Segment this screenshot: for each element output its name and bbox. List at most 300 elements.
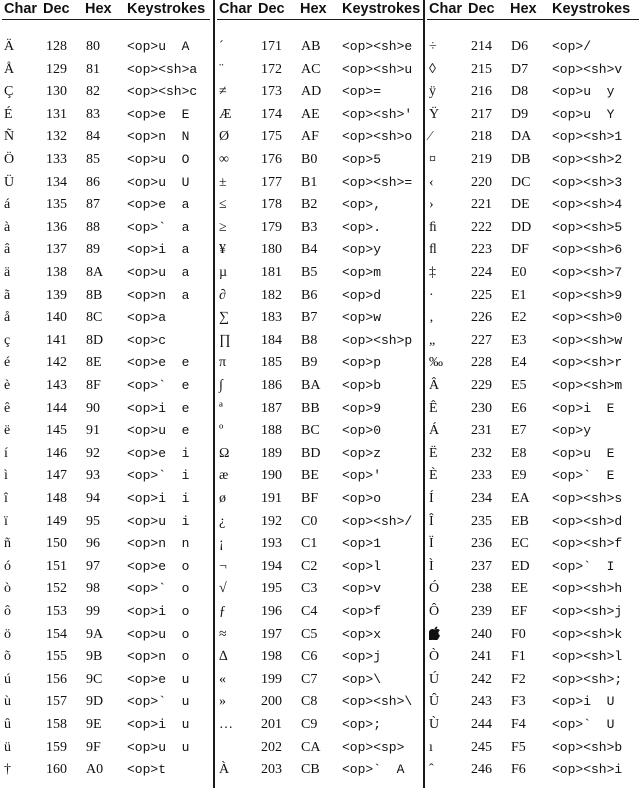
table-row [0, 601, 640, 624]
char-cell: º [219, 423, 224, 439]
dec-cell: 131 [46, 106, 67, 122]
table-row [0, 646, 640, 669]
hex-cell: F2 [511, 671, 526, 687]
char-cell: ⁄ [429, 129, 432, 145]
char-cell: Ÿ [429, 106, 440, 122]
char-cell: î [4, 491, 8, 506]
hex-cell: C3 [301, 581, 318, 597]
hex-cell: AE [301, 106, 320, 122]
dec-cell: 182 [261, 287, 282, 303]
hex-cell: 82 [86, 84, 100, 100]
hex-cell: F3 [511, 694, 526, 710]
hex-cell: 9F [86, 739, 101, 755]
dec-cell: 149 [46, 513, 67, 529]
hex-cell: C9 [301, 717, 318, 732]
char-cell: Å [4, 61, 15, 77]
char-cell: ì [4, 468, 8, 484]
keystrokes-cell: <op><sh>j [552, 604, 623, 619]
keystrokes-cell: <op>` u [127, 694, 190, 710]
keystrokes-cell: <op>l [342, 558, 382, 574]
keystrokes-cell: <op>e u [127, 671, 190, 687]
keystrokes-cell: <op>5 [342, 152, 382, 167]
dec-cell: 233 [471, 468, 492, 484]
dec-cell: 199 [261, 671, 282, 687]
dec-cell: 224 [471, 265, 492, 280]
char-cell: » [219, 694, 226, 710]
char-cell: à [4, 219, 11, 235]
dec-cell: 237 [471, 558, 492, 574]
dec-cell: 244 [471, 717, 492, 732]
table-row [0, 578, 640, 601]
hex-cell: CB [301, 762, 320, 778]
dec-cell: 188 [261, 423, 282, 439]
table-row [0, 307, 640, 330]
keystrokes-cell: <op>i a [127, 242, 190, 258]
char-cell: Ï [429, 536, 434, 552]
char-cell: ñ [4, 536, 11, 552]
keystrokes-cell: <op>e i [127, 445, 190, 461]
dec-cell: 238 [471, 581, 492, 597]
hex-cell: DF [511, 242, 529, 258]
hex-cell: 91 [86, 423, 100, 439]
hex-cell: E8 [511, 445, 527, 461]
keystrokes-cell: <op>y [552, 423, 592, 439]
char-cell: ∞ [219, 152, 229, 167]
dec-cell: 139 [46, 287, 67, 303]
keystrokes-header: Keystrokes [342, 1, 421, 17]
char-cell: ò [4, 581, 11, 597]
keystrokes-cell: <op>w [342, 310, 382, 326]
keystrokes-cell: <op>u E [552, 445, 615, 461]
dec-cell: 200 [261, 694, 282, 710]
table-row [0, 149, 640, 172]
dec-cell: 153 [46, 604, 67, 619]
hex-cell: 8E [86, 355, 102, 371]
dec-cell: 134 [46, 174, 67, 190]
hex-cell: E5 [511, 378, 527, 393]
hex-cell: BF [301, 491, 319, 506]
dec-cell: 241 [471, 649, 492, 665]
hex-cell: E6 [511, 400, 527, 416]
keystrokes-cell: <op>u O [127, 152, 190, 167]
keystrokes-cell: <op>f [342, 604, 382, 619]
keystrokes-cell: <op>, [342, 197, 382, 213]
dec-cell: 221 [471, 197, 492, 213]
keystrokes-cell: <op><sh>a [127, 61, 198, 77]
dec-cell: 195 [261, 581, 282, 597]
char-cell: Ä [4, 39, 15, 54]
hex-cell: 8A [86, 265, 104, 280]
char-cell: ∂ [219, 287, 226, 303]
table-row [0, 352, 640, 375]
char-cell: √ [219, 581, 227, 597]
table-row [0, 669, 640, 692]
keystrokes-cell: <op>` A [342, 762, 405, 778]
hex-cell: CA [301, 739, 321, 755]
hex-cell: C1 [301, 536, 318, 552]
hex-cell: 89 [86, 242, 100, 258]
keystrokes-cell: <op>= [342, 84, 382, 100]
hex-cell: EA [511, 491, 530, 506]
char-cell: Ñ [4, 129, 15, 145]
table-row [0, 465, 640, 488]
char-cell: ‹ [429, 174, 434, 190]
char-cell: ë [4, 423, 11, 439]
keystrokes-cell: <op><sh>; [552, 671, 623, 687]
keystrokes-cell: <op>9 [342, 400, 382, 416]
char-cell: ‰ [429, 355, 443, 371]
dec-cell: 147 [46, 468, 67, 484]
dec-cell: 142 [46, 355, 67, 371]
keystrokes-cell: <op><sp> [342, 739, 405, 755]
dec-cell: 226 [471, 310, 492, 326]
hex-cell: 86 [86, 174, 100, 190]
char-cell: ï [4, 513, 8, 529]
dec-cell: 197 [261, 626, 282, 642]
char-cell: ◊ [429, 61, 436, 77]
hex-cell: DC [511, 174, 531, 190]
hex-cell: E0 [511, 265, 527, 280]
char-cell: µ [219, 265, 228, 280]
char-cell: ı [429, 739, 433, 755]
keystrokes-cell: <op>u A [127, 39, 190, 54]
dec-header: Dec [43, 1, 70, 17]
hex-cell: E4 [511, 355, 527, 371]
hex-cell: E2 [511, 310, 527, 326]
keystrokes-cell: <op><sh>r [552, 355, 623, 371]
dec-cell: 198 [261, 649, 282, 665]
keystrokes-cell: <op><sh>9 [552, 287, 623, 303]
dec-header: Dec [468, 1, 495, 17]
apple-logo-icon [429, 624, 441, 647]
hex-cell: D9 [511, 106, 529, 122]
hex-cell: 9B [86, 649, 103, 665]
table-row [0, 81, 640, 104]
table-row [0, 556, 640, 579]
keystrokes-cell: <op>i u [127, 717, 190, 732]
keystrokes-cell: <op>i U [552, 694, 615, 710]
keystrokes-cell: <op>u o [127, 626, 190, 642]
keystrokes-cell: <op>` e [127, 378, 190, 393]
char-cell: Æ [219, 106, 232, 122]
char-cell: Û [429, 694, 440, 710]
hex-cell: BC [301, 423, 320, 439]
keystrokes-cell: <op>0 [342, 423, 382, 439]
dec-cell: 243 [471, 694, 492, 710]
char-cell: « [219, 671, 226, 687]
hex-cell: EE [511, 581, 529, 597]
hex-cell: C6 [301, 649, 318, 665]
dec-cell: 191 [261, 491, 282, 506]
hex-cell: B5 [301, 265, 318, 280]
hex-cell: 83 [86, 106, 100, 122]
char-cell: ç [4, 332, 11, 348]
dec-cell: 216 [471, 84, 492, 100]
dec-cell: 202 [261, 739, 282, 755]
char-cell: ¿ [219, 513, 226, 529]
char-cell: â [4, 242, 11, 258]
dec-cell: 220 [471, 174, 492, 190]
keystrokes-cell: <op><sh>u [342, 61, 413, 77]
table-row [0, 420, 640, 443]
keystrokes-cell: <op>i E [552, 400, 615, 416]
dec-cell: 152 [46, 581, 67, 597]
keystrokes-cell: <op>e E [127, 106, 190, 122]
keystrokes-cell: <op><sh>2 [552, 152, 623, 167]
char-cell: ü [4, 739, 11, 755]
hex-cell: F4 [511, 717, 526, 732]
hex-cell: AC [301, 61, 321, 77]
keystrokes-cell: <op><sh>6 [552, 242, 623, 258]
char-cell: ‡ [429, 265, 436, 280]
char-cell: ö [4, 626, 11, 642]
char-cell: Í [429, 491, 434, 506]
keystrokes-cell: <op>i e [127, 400, 190, 416]
table-row [0, 194, 640, 217]
hex-cell: BB [301, 400, 320, 416]
keystrokes-cell: <op>u e [127, 423, 190, 439]
hex-cell: C5 [301, 626, 318, 642]
dec-cell: 178 [261, 197, 282, 213]
dec-cell: 132 [46, 129, 67, 145]
dec-cell: 180 [261, 242, 282, 258]
keystrokes-cell: <op>n o [127, 649, 190, 665]
dec-cell: 148 [46, 491, 67, 506]
keystrokes-cell: <op>j [342, 649, 382, 665]
keystrokes-cell: <op>y [342, 242, 382, 258]
char-cell: ´ [219, 39, 224, 54]
table-row [0, 488, 640, 511]
keystrokes-cell: <op>` U [552, 717, 615, 732]
hex-cell: 9D [86, 694, 104, 710]
char-cell: É [4, 106, 13, 122]
table-row [0, 375, 640, 398]
char-cell: ô [4, 604, 11, 619]
keystrokes-cell: <op>d [342, 287, 382, 303]
keystrokes-cell: <op>` E [552, 468, 615, 484]
hex-cell: AB [301, 39, 321, 54]
char-cell: Ú [429, 671, 440, 687]
hex-cell: D6 [511, 39, 529, 54]
keystrokes-header: Keystrokes [127, 1, 206, 17]
char-cell: ¥ [219, 242, 226, 258]
char-cell: ª [219, 400, 223, 416]
dec-cell: 141 [46, 332, 67, 348]
header-underline [217, 19, 425, 20]
dec-cell: 173 [261, 84, 282, 100]
dec-cell: 183 [261, 310, 282, 326]
hex-cell: 88 [86, 219, 100, 235]
dec-cell: 172 [261, 61, 282, 77]
keystrokes-cell: <op>z [342, 445, 382, 461]
char-cell: ê [4, 400, 11, 416]
hex-cell: F1 [511, 649, 526, 665]
header-underline [427, 19, 639, 20]
dec-cell: 189 [261, 445, 282, 461]
char-cell: ˆ [429, 762, 434, 778]
char-cell: Ω [219, 445, 230, 461]
dec-cell: 133 [46, 152, 67, 167]
hex-cell: 80 [86, 39, 100, 54]
hex-cell: EF [511, 604, 528, 619]
dec-cell: 145 [46, 423, 67, 439]
hex-cell: 98 [86, 581, 100, 597]
dec-cell: 240 [471, 626, 492, 642]
char-cell: Î [429, 513, 434, 529]
keystrokes-cell: <op>c [127, 332, 167, 348]
dec-cell: 228 [471, 355, 492, 371]
table-row [0, 737, 640, 760]
dec-cell: 146 [46, 445, 67, 461]
hex-cell: C2 [301, 558, 318, 574]
keystrokes-cell: <op><sh>e [342, 39, 413, 54]
hex-cell: 97 [86, 558, 100, 574]
hex-cell: B4 [301, 242, 318, 258]
table-row [0, 714, 640, 737]
dec-cell: 144 [46, 400, 67, 416]
table-row [0, 511, 640, 534]
keystrokes-cell: <op><sh>= [342, 174, 413, 190]
hex-cell: 8D [86, 332, 104, 348]
table-row [0, 330, 640, 353]
keystrokes-cell: <op>; [342, 717, 382, 732]
dec-cell: 225 [471, 287, 492, 303]
char-cell: † [4, 762, 11, 778]
keystrokes-cell: <op>u i [127, 513, 190, 529]
dec-cell: 232 [471, 445, 492, 461]
hex-cell: B7 [301, 310, 318, 326]
hex-cell: 99 [86, 604, 100, 619]
dec-cell: 193 [261, 536, 282, 552]
dec-cell: 136 [46, 219, 67, 235]
dec-cell: 137 [46, 242, 67, 258]
hex-cell: BD [301, 445, 321, 461]
hex-cell: 95 [86, 513, 100, 529]
keystrokes-cell: <op><sh>h [552, 581, 623, 597]
hex-cell: 81 [86, 61, 100, 77]
dec-cell: 179 [261, 219, 282, 235]
dec-cell: 130 [46, 84, 67, 100]
hex-cell: A0 [86, 762, 104, 778]
hex-cell: B6 [301, 287, 318, 303]
hex-cell: BA [301, 378, 321, 393]
keystrokes-cell: <op><sh>p [342, 332, 413, 348]
keystrokes-cell: <op><sh>' [342, 106, 413, 122]
keystrokes-cell: <op><sh>4 [552, 197, 623, 213]
char-cell: ó [4, 558, 11, 574]
hex-cell: C0 [301, 513, 318, 529]
char-cell: Ô [429, 604, 440, 619]
char-cell: ¨ [219, 61, 224, 77]
dec-cell: 245 [471, 739, 492, 755]
hex-cell: DA [511, 129, 532, 145]
dec-cell: 196 [261, 604, 282, 619]
hex-cell: 8C [86, 310, 103, 326]
keystrokes-cell: <op>n N [127, 129, 190, 145]
hex-cell: 92 [86, 445, 100, 461]
dec-cell: 194 [261, 558, 282, 574]
keystrokes-cell: <op><sh>v [552, 61, 623, 77]
char-cell: ± [219, 174, 227, 190]
dec-cell: 158 [46, 717, 67, 732]
keystrokes-cell: <op><sh>c [127, 84, 198, 100]
char-cell: é [4, 355, 11, 371]
hex-cell: 9A [86, 626, 104, 642]
keystrokes-cell: <op><sh>/ [342, 513, 413, 529]
dec-cell: 177 [261, 174, 282, 190]
keystrokes-cell: <op>` i [127, 468, 190, 484]
keystrokes-cell: <op>u u [127, 739, 190, 755]
dec-cell: 181 [261, 265, 282, 280]
char-cell: Ë [429, 445, 438, 461]
keystrokes-cell: <op>` a [127, 219, 190, 235]
keystrokes-cell: <op>/ [552, 39, 592, 54]
table-row [0, 239, 640, 262]
dec-cell: 217 [471, 106, 492, 122]
dec-cell: 222 [471, 219, 492, 235]
hex-cell: 90 [86, 400, 100, 416]
dec-cell: 219 [471, 152, 492, 167]
keystrokes-cell: <op>` I [552, 558, 615, 574]
hex-header: Hex [300, 1, 327, 17]
hex-cell: EC [511, 536, 529, 552]
keystrokes-cell: <op>` o [127, 581, 190, 597]
dec-cell: 159 [46, 739, 67, 755]
char-cell: ø [219, 491, 226, 506]
hex-cell: C4 [301, 604, 318, 619]
dec-cell: 201 [261, 717, 282, 732]
hex-cell: 9E [86, 717, 102, 732]
table-row [0, 59, 640, 82]
keystrokes-cell: <op>n n [127, 536, 190, 552]
hex-cell: 85 [86, 152, 100, 167]
hex-cell: EB [511, 513, 529, 529]
table-row [0, 172, 640, 195]
hex-cell: 84 [86, 129, 100, 145]
dec-cell: 234 [471, 491, 492, 506]
char-cell: ¡ [219, 536, 224, 552]
dec-cell: 231 [471, 423, 492, 439]
char-cell: À [219, 762, 230, 778]
hex-cell: 96 [86, 536, 100, 552]
char-cell: Ù [429, 717, 440, 732]
char-cell: ¤ [429, 152, 436, 167]
hex-cell: E3 [511, 332, 527, 348]
table-row [0, 691, 640, 714]
char-cell: æ [219, 468, 229, 484]
hex-cell: AD [301, 84, 322, 100]
char-cell: ≠ [219, 84, 227, 100]
char-cell: ∏ [219, 332, 231, 348]
keystrokes-cell: <op><sh>5 [552, 219, 623, 235]
dec-cell: 154 [46, 626, 67, 642]
hex-header: Hex [510, 1, 537, 17]
keystrokes-cell: <op>u a [127, 265, 190, 280]
char-cell: Á [429, 423, 440, 439]
dec-cell: 135 [46, 197, 67, 213]
keystrokes-cell: <op>1 [342, 536, 382, 552]
dec-cell: 190 [261, 468, 282, 484]
keystrokes-cell: <op>o [342, 491, 382, 506]
char-cell: Ó [429, 581, 440, 597]
keystrokes-cell: <op>m [342, 265, 382, 280]
keystrokes-cell: <op><sh>0 [552, 310, 623, 326]
dec-cell: 160 [46, 762, 67, 778]
hex-cell: 93 [86, 468, 100, 484]
hex-cell: E7 [511, 423, 527, 439]
dec-cell: 143 [46, 378, 67, 393]
table-row [0, 36, 640, 59]
